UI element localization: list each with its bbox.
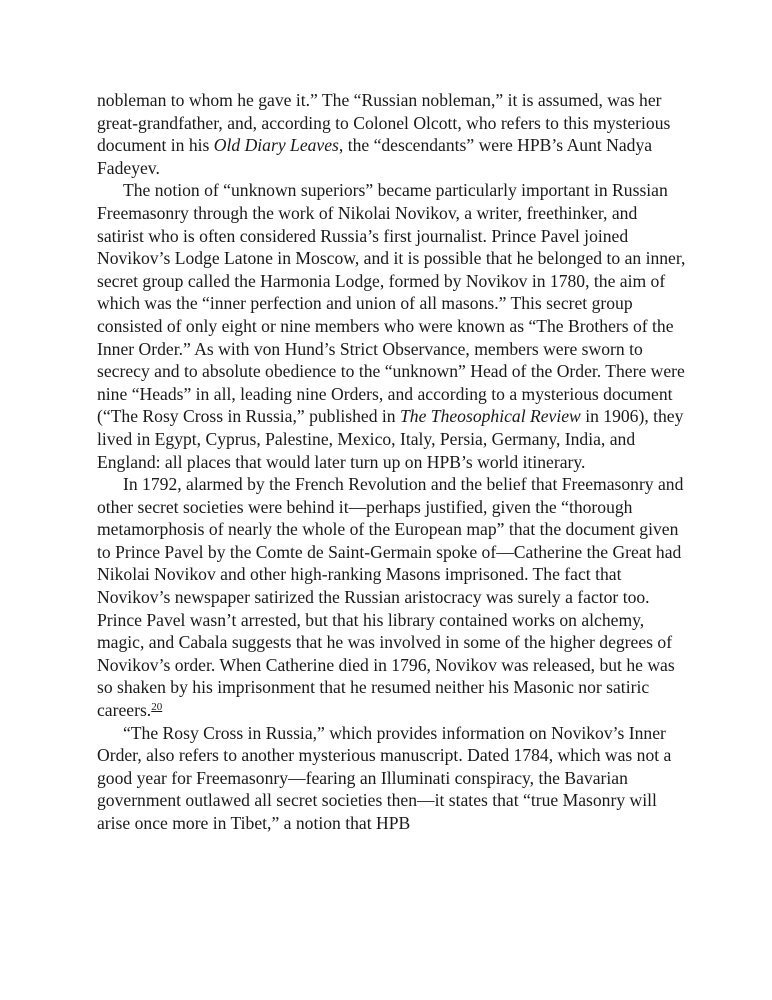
text-run: nobleman to whom he gave it.” The “Russian nobleman,” it is assumed, was her great-grandfather, and, according to Colonel Olcott, who refers to this mysterious document in his bbox=[97, 90, 671, 156]
paragraph bbox=[97, 179, 687, 473]
book-page bbox=[97, 89, 687, 835]
body-text bbox=[97, 89, 687, 835]
paragraph bbox=[97, 722, 687, 835]
paragraph bbox=[97, 89, 687, 179]
text-run: The notion of “unknown superiors” became particularly important in Russian Freemasonry through the work of Nikolai Novikov, a writer, freethinker, and satirist who is often considered Russia’s first journalist. Prince Pavel joined Novikov’s Lodge Latone in Moscow, and it is possible that he belonged to an inner, secret group called the Harmonia Lodge, formed by Novikov in 1780, the aim of which was the “inner perfection and union of all masons.” This secret group consisted of only eight or nine members who were known as “The Brothers of the Inner Order.” As with von Hund’s Strict Observance, members were sworn to secrecy and to absolute obedience to the “unknown” Head of the Order. There were nine “Heads” in all, leading nine Orders, and according to a mysterious document (“The Rosy Cross in Russia,” published in bbox=[97, 180, 686, 427]
text-run: in 1906), they lived in Egypt, Cyprus, Palestine, Mexico, Italy, Persia, Germany, India, and England: all places that would later turn up on HPB’s world itinerary. bbox=[97, 406, 684, 472]
italic-title: Old Diary Leaves bbox=[213, 135, 339, 156]
text-run: In 1792, alarmed by the French Revolution and the belief that Freemasonry and other secret societies were behind it—perhaps justified, given the “thorough metamorphosis of nearly the whole of the European map” that the document given to Prince Pavel by the Comte de Saint-Germain spoke of—Catherine the Great had Nikolai Novikov and other high-ranking Masons imprisoned. The fact that Novikov’s newspaper satirized the Russian aristocracy was surely a factor too. Prince Pavel wasn’t arrested, but that his library contained works on alchemy, magic, and Cabala suggests that he was involved in some of the higher degrees of Novikov’s order. When Catherine died in 1796, Novikov was released, but he was so shaken by his imprisonment that he resumed neither his Masonic nor satiric careers. bbox=[97, 474, 684, 721]
italic-title: The Theosophical Review bbox=[400, 406, 581, 427]
paragraph bbox=[97, 473, 687, 722]
text-run: , the “descendants” were HPB’s Aunt Nadya Fadeyev. bbox=[97, 135, 653, 178]
footnote-reference-link[interactable]: 20 bbox=[151, 701, 163, 714]
text-run: “The Rosy Cross in Russia,” which provides information on Novikov’s Inner Order, also refers to another mysterious manuscript. Dated 1784, which was not a good year for Freemasonry—fearing an Illuminati conspiracy, the Bavarian government outlawed all secret societies then—it states that “true Masonry will arise once more in Tibet,” a notion that HPB bbox=[97, 722, 672, 833]
